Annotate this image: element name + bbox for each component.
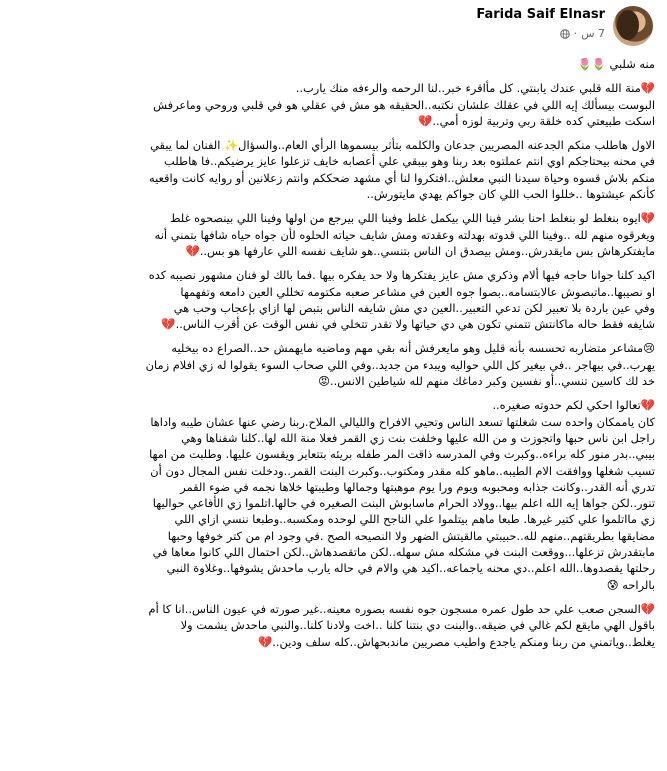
post-text-line: اكيد كلنا جوانا حاجه فيها ألام وذكري مش عايز يفتكرها ولا حد يفكره بيها .فما بالك لو فنان مشهور نصيبه كده [148,268,655,283]
post-time[interactable]: 7 س [581,27,605,40]
post-paragraph [12,397,655,593]
post-paragraph [12,56,655,72]
meta-dot: · [573,27,578,40]
post-text-line: او نصيبها..ماتبصوش عالابتسامه..بصوا جوه العين في مشاعر صعبه مكتومه تخللي العين دامعه وتفهمها [180,284,655,299]
post-text-line: 💔تعالوا احكي لكم حدوته صغيره.. [492,398,655,413]
post-meta [560,27,605,40]
post-paragraph [12,340,655,389]
post-text-line: وفي عين باردة بلا تعبير لكن تدعي التعبير..العين دي مش شايفه الناس بتبص لها ازاي بإعجاب وحب هي [173,300,655,315]
post-text-line: رحلتها يقصدوها..الله اعلم..دي محنه ياجماعه..اكيد هي والام في حاله يارب ماحدش يشوفها..وغلاوة النبي [166,561,655,576]
post-text-line: يهرب..في بيهاجر ..في بيغير كل اللي حواليه ويبدء من جديد..وفي اللي صحاب السوء يقولوا له زي افلام زمان [145,357,655,372]
author-name[interactable]: Farida Saif Elnasr [476,7,605,22]
post-text-line: 💔السجن صعب علي حد طول عمره مسجون جوه نفسه بصوره معينه..غير صورته في عيون الناس..انا كا أم [148,601,655,616]
post-text-line: مايفتكرهاش بس مايقدرش..ومش بيصدق ان الناس بتنسي..هو شايف نفسه اللي عارفها هو بس..💔 [185,243,655,258]
post-header [0,0,667,52]
post-paragraph [12,267,655,332]
post-text-line: شايفه فقط حاله ماكانتش تتمني تكون هي دي حياتها ولا تقدر تتخلي في نفس الوقت عن أقرب الناس..💔 [161,317,655,332]
post-text-line: 😢مشاعر متضاربه تحسسه بأنه قليل وهو مايعرفش أنه بقي مهم وماضيه مايهمش حد..الصراع ده بيخليه [171,341,655,356]
post-text-line: مابتقدرش تزعلها...ووقعت البنت في مشكله مش سهله..لكن ماتقصدهاش..لكن احتمال اللي كانوا معاها في [152,545,655,560]
post-text-line: تدري أنه القدر..وكانت جذابه ومحبوبه ويوم ورا يوم موهبتها وجمالها وطيبتها خلاها نجمه في ضوء القمر [180,479,655,494]
post-text-line: اسكت طبيعتي كده خلقة ربي وتربية لوزه أمي..💔 [418,113,655,128]
post-paragraph [12,137,655,202]
post-text-line: خد لك كاسين تنسي..أو نفسين وكبر دماغك منهم لله شياطين الانس..😡 [318,374,655,389]
post-text-line: ويغرقوه منهم لله ..وفينا اللي قدوته بهدلته وعقدته ومش شايف حياته الحلوه لأن جواه حياه شافها بتمني أنه [154,227,655,242]
post-text-line: بالراحه 😰 [606,577,655,592]
post-text-line: كأنكم عيشتوها ..خللوا الحب اللي كان جواكم يهدي مايتورش.. [366,187,655,202]
post-text-line: البوست بيسألك إيه اللي في عقلك علشان نكتبه..الحقيقه هو مش في عقلي هو في قلبي وروحي وماعرفش [153,97,655,112]
post-paragraph [12,80,655,129]
globe-icon[interactable] [560,29,570,39]
post-text-line: مضايقها بطريقتهم..منهم لله..حبيبتي مالقيتش الضهر ولا النصيحه الصح .في وجود ام من كتر خوفها وحبها [167,528,655,543]
post-text-line: بيبي..بدر منور كله براءه..وكبرت وفي المدرسه ذاقت المر طفله بريئه بتتعاير ويقسون عليها. وطلبت من امها [149,447,655,462]
post-text-line: 💔منة الله قلبي عندك يابنتي. كل مأاقرء خبر..لنا الرحمه والرءفه منك يارب.. [295,81,655,96]
post-text-line: زي مااتلموا علي كتير غيرها. طبعا ماهم بيتلموا علي الناجح اللي لوحده ومكسبه..وطبعا ننسي ازاي اللي [174,512,655,527]
post-paragraph [12,601,655,650]
post-text-line: كان ياممكان واحده ست شغلتها تسعد الناس وتحيي الافراح والليالي الملاح.ربنا رضي عنها عشان طيبه واداها [150,414,655,429]
post-text-line: 💔ايوه بنغلط لو بنغلط احنا بشر فينا اللي بيكمل غلط وفينا اللي بيرجع من اولها وفينا اللي بينصحوه غلط [169,211,655,226]
post-text-line: منه شلبي 🌷🌷 [577,57,655,71]
post-text-line: في محنه بيحتاجكم اوي انتم عملتوه بعد ربنا وهو بيبقي علي أعصابه خايف تزعلوا عايز يرضيكم..فا هاطلب [164,154,655,169]
post-body [12,56,655,658]
post-text-line: راجل ابن ناس حبها واتجوزت و من الله عليها وخلفت بنت زي القمر فعلا منة الله لها..كلنا شفناها وهي [181,430,655,445]
post-text-line: تسيب شغلها ووافقت الام الطيبه..ماهو كله مقدر ومكتوب..وكبرت البنت القمر..ودخلت نفس المجال دون أن [150,463,655,478]
avatar[interactable] [613,6,653,46]
post-text-line: يغلط..وياتمني من ربنا ومنكم ياجدع واطيب مصريين ماندبحهاش..كله سلف ودين..💔 [258,634,655,649]
post-text-line: الاول هاطلب منكم الجدعنه المصريين جدعان والكلمه بتأثر بيسموها الرأي العام..والسؤال✨ الفنان لما يبقي [150,138,655,153]
post-text-line: باقول الهي مايقع لكم غالي في ضيقه..والبنت دي بنتنا كلنا ..اخت ولادنا كلنا..والنبي ماحدش يشمت ولا [180,618,655,633]
post-text-line: منكم بلاش قسوه وحياة سيدنا النبي معلش..افتكروا لنا أي مشهد ضحككم وانتم زعلانين أو روايه كانت واقعيه [149,170,655,185]
post-paragraph [12,210,655,259]
post-text-line: تنور..لكن جواها إيه الله اعلم بيها..وولاد الحرام ماسابوش البنت الصغيره في حالها.اتلموا زي الأفاعي حواليها [152,496,655,511]
